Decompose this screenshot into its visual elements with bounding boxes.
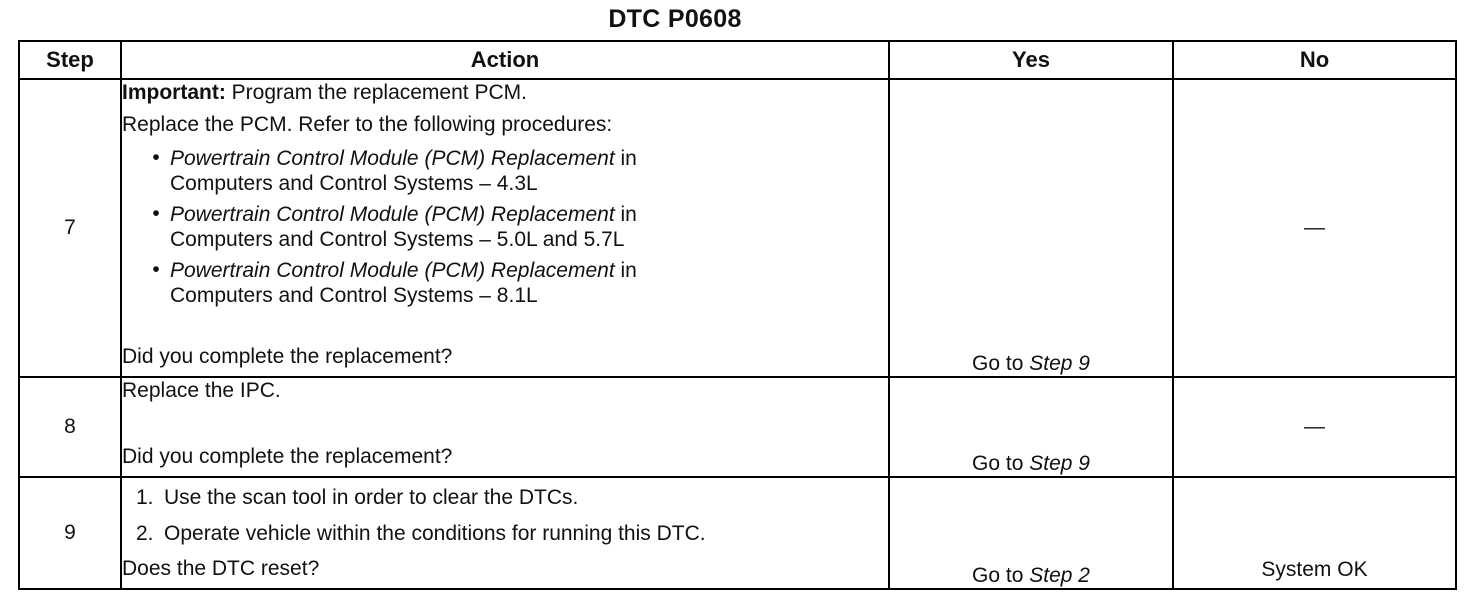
dtc-table bbox=[18, 40, 1457, 590]
procedure-list bbox=[122, 146, 888, 308]
table-header-row bbox=[19, 41, 1456, 79]
procedure-link: Powertrain Control Module (PCM) Replacement bbox=[170, 203, 615, 226]
action-question: Does the DTC reset? bbox=[122, 557, 320, 580]
column-header-step: Step bbox=[19, 41, 121, 79]
action-question: Did you complete the replacement? bbox=[122, 345, 453, 368]
bullet-icon: • bbox=[152, 146, 160, 169]
important-note bbox=[122, 80, 888, 106]
procedure-location: Computers and Control Systems – 5.0L and 5.7L bbox=[170, 228, 625, 251]
important-text: Program the replacement PCM. bbox=[225, 81, 527, 104]
action-cell bbox=[121, 477, 889, 589]
yes-step-link: Step 2 bbox=[1029, 564, 1090, 587]
item-text: Use the scan tool in order to clear the DTCs. bbox=[164, 486, 579, 509]
table-row bbox=[19, 377, 1456, 477]
procedure-suffix: in bbox=[614, 203, 637, 226]
yes-cell bbox=[889, 477, 1173, 589]
numbered-steps bbox=[122, 480, 888, 552]
column-header-action: Action bbox=[121, 41, 889, 79]
procedure-link: Powertrain Control Module (PCM) Replacement bbox=[170, 147, 615, 170]
yes-cell bbox=[889, 377, 1173, 477]
procedure-location: Computers and Control Systems – 8.1L bbox=[170, 284, 538, 307]
yes-prefix: Go to bbox=[972, 452, 1030, 475]
procedure-suffix: in bbox=[614, 259, 637, 282]
table-row bbox=[19, 477, 1456, 589]
procedure-location: Computers and Control Systems – 4.3L bbox=[170, 172, 538, 195]
table-row bbox=[19, 79, 1456, 377]
action-text: Replace the IPC. bbox=[122, 379, 281, 402]
bullet-icon: • bbox=[152, 258, 160, 281]
item-number: 1. bbox=[136, 486, 154, 509]
yes-step-link: Step 9 bbox=[1029, 352, 1090, 375]
no-cell: System OK bbox=[1173, 477, 1456, 589]
yes-prefix: Go to bbox=[972, 352, 1030, 375]
action-question: Did you complete the replacement? bbox=[122, 445, 453, 468]
yes-cell bbox=[889, 79, 1173, 377]
page-title: DTC P0608 bbox=[608, 5, 742, 33]
list-item bbox=[122, 146, 888, 196]
action-cell bbox=[121, 377, 889, 477]
column-header-yes: Yes bbox=[889, 41, 1173, 79]
yes-step-link: Step 9 bbox=[1029, 452, 1090, 475]
list-item bbox=[122, 258, 888, 308]
step-number: 8 bbox=[19, 377, 121, 477]
action-cell bbox=[121, 79, 889, 377]
bullet-icon: • bbox=[152, 202, 160, 225]
column-header-no: No bbox=[1173, 41, 1456, 79]
step-number: 7 bbox=[19, 79, 121, 377]
step-number: 9 bbox=[19, 477, 121, 589]
yes-prefix: Go to bbox=[972, 564, 1030, 587]
procedure-link: Powertrain Control Module (PCM) Replacement bbox=[170, 259, 615, 282]
procedure-suffix: in bbox=[614, 147, 637, 170]
important-label: Important: bbox=[122, 81, 226, 104]
item-number: 2. bbox=[136, 522, 154, 545]
item-text: Operate vehicle within the conditions for running this DTC. bbox=[164, 522, 706, 545]
action-intro: Replace the PCM. Refer to the following procedures: bbox=[122, 113, 613, 136]
no-cell: — bbox=[1173, 377, 1456, 477]
no-cell: — bbox=[1173, 79, 1456, 377]
list-item bbox=[136, 516, 888, 552]
list-item bbox=[136, 480, 888, 516]
list-item bbox=[122, 202, 888, 252]
